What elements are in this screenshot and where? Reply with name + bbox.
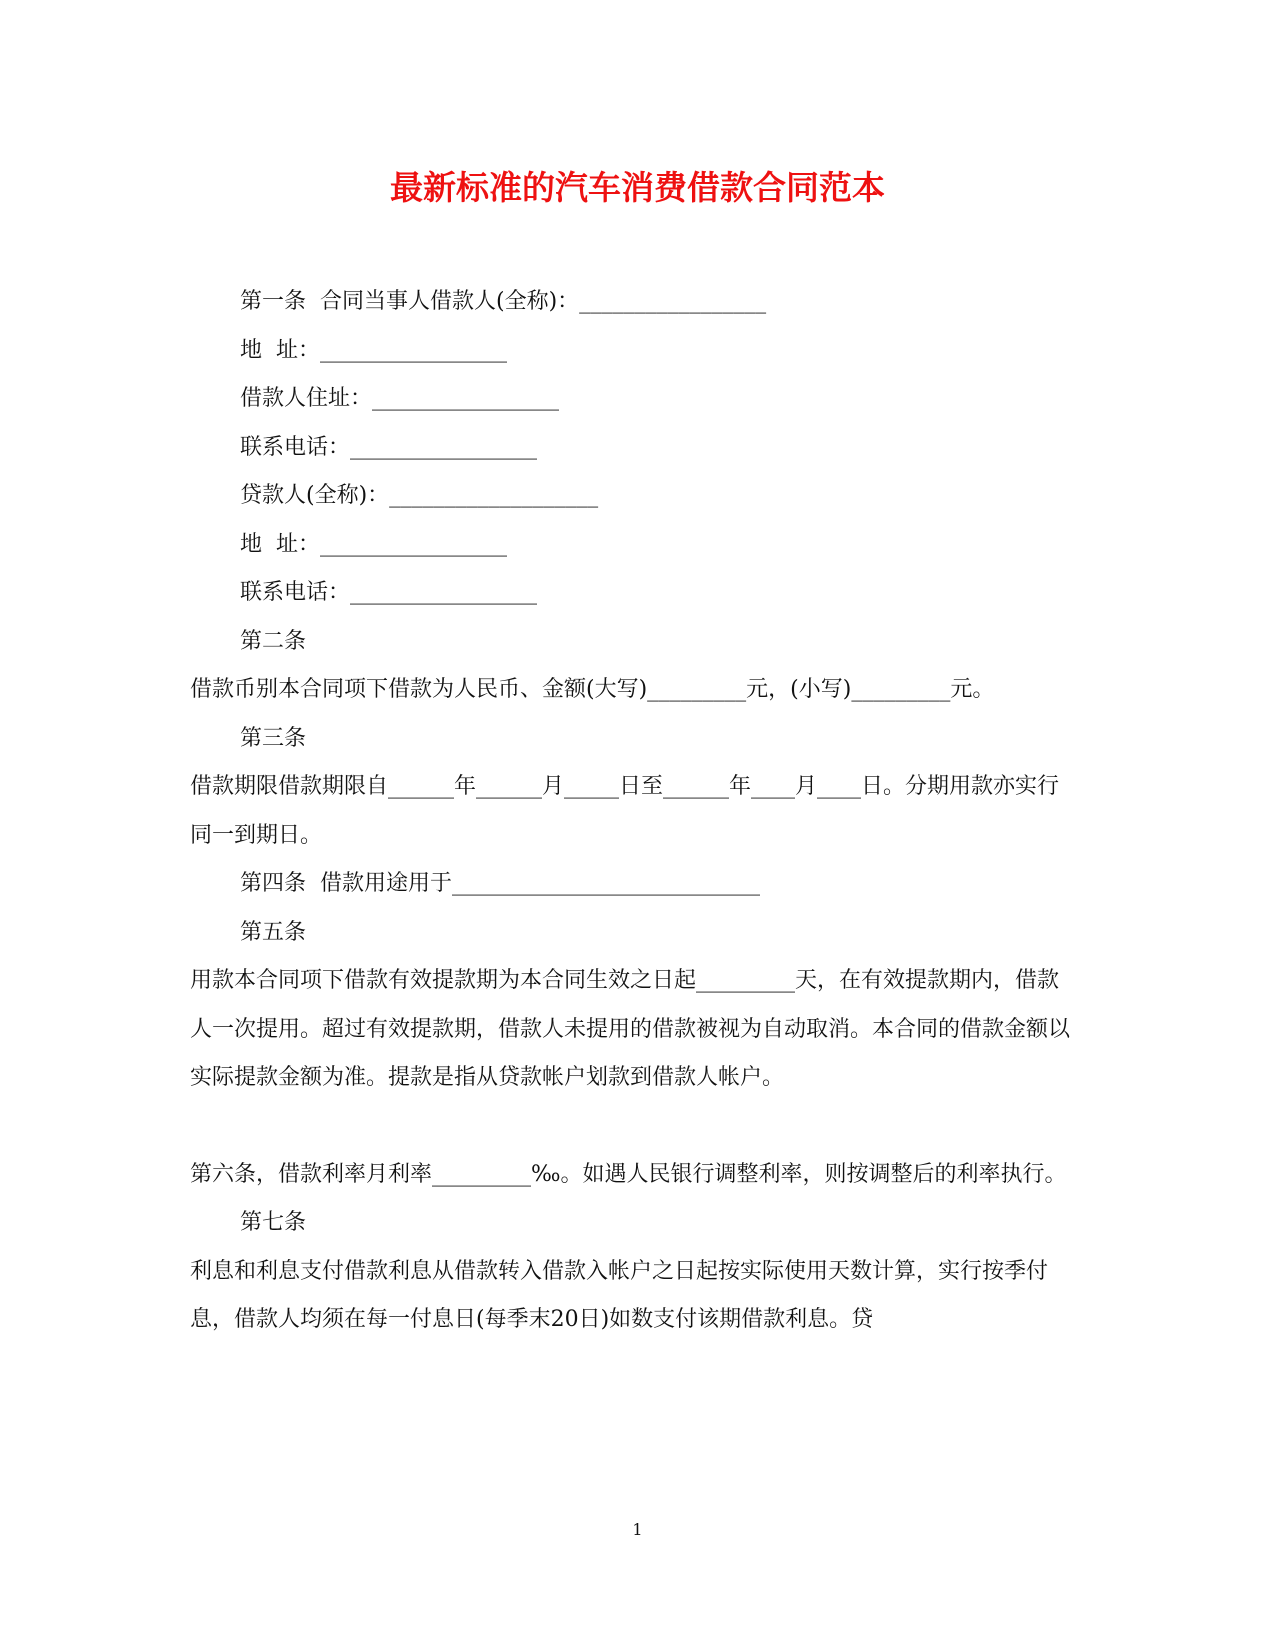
clause-7-heading: 第七条 <box>240 1210 307 1235</box>
lender-name: 贷款人(全称)：___________________ <box>240 483 599 508</box>
clause-7-text: 利息和利息支付借款利息从借款转入借款入帐户之日起按实际使用天数计算，实行按季付息，借款人均须在每一付息日(每季末20日)如数支付该期借款利息。贷 <box>190 1258 1049 1332</box>
clause-5-heading: 第五条 <box>240 919 307 945</box>
clause-2-heading: 第二条 <box>240 628 307 654</box>
clause-1-borrower-name: 第一条 合同当事人借款人(全称)：_________________ <box>240 289 767 314</box>
clause-4-text: 第四条 借款用途用于____________________________ <box>240 871 760 896</box>
borrower-address: 地 址：_________________ <box>240 337 507 363</box>
clause-5-text: 用款本合同项下借款有效提款期为本合同生效之日起_________天，在有效提款期内，借款人一次提用。超过有效提款期，借款人未提用的借款被视为自动取消。本合同的借款金额以实际提款金额为准。提款是指从贷款帐户划款到借款人帐户。 <box>190 968 1071 1090</box>
clause-3-text: 借款期限借款期限自______年______月_____日至______年____月____日。分期用款亦实行同一到期日。 <box>190 774 1060 848</box>
clause-6-text: 第六条，借款利率月利率_________‰。如遇人民银行调整利率，则按调整后的利率执行。 <box>190 1161 1067 1187</box>
document-title: 最新标准的汽车消费借款合同范本 <box>390 168 885 207</box>
page-number: 1 <box>632 1520 643 1539</box>
clause-3-heading: 第三条 <box>240 725 307 751</box>
lender-address: 地 址：_________________ <box>240 531 507 557</box>
document-body <box>190 278 1070 1345</box>
lender-phone: 联系电话：_________________ <box>240 580 538 605</box>
borrower-residence: 借款人住址：_________________ <box>240 386 560 411</box>
clause-2-text: 借款币别本合同项下借款为人民币、金额(大写)_________元，(小写)_________元。 <box>190 677 995 702</box>
borrower-phone: 联系电话：_________________ <box>240 434 538 460</box>
